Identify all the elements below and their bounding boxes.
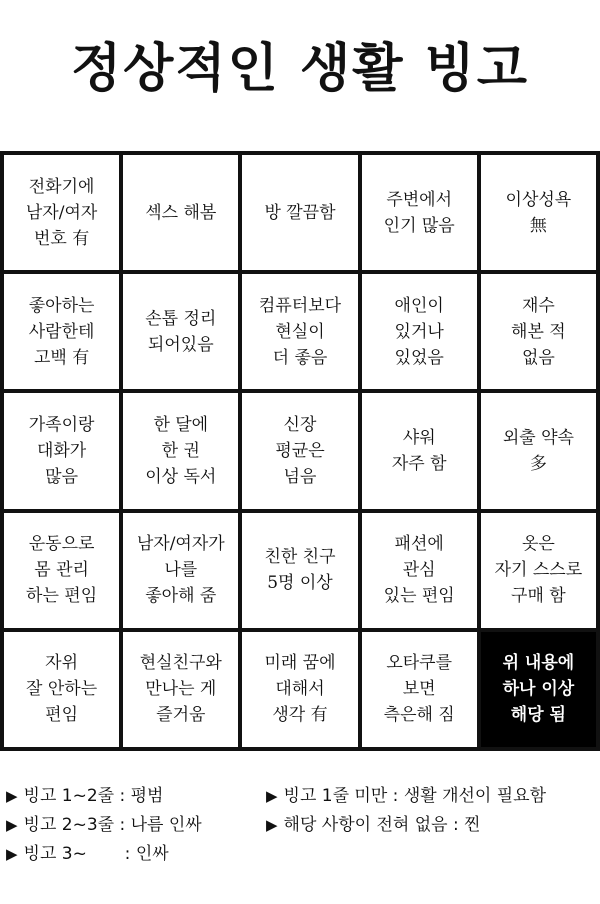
legend-column-left <box>6 782 266 869</box>
bingo-cell[interactable]: 신장 평균은 넘음 <box>242 393 357 508</box>
bingo-cell[interactable]: 손톱 정리 되어있음 <box>123 274 238 389</box>
bingo-cell[interactable]: 운동으로 몸 관리 하는 편임 <box>4 513 119 628</box>
bingo-board <box>0 151 600 751</box>
bingo-cell[interactable]: 재수 해본 적 없음 <box>481 274 596 389</box>
bingo-cell[interactable]: 외출 약속 多 <box>481 393 596 508</box>
play-arrow-icon: ▶ <box>6 845 18 863</box>
legend-column-right <box>266 782 598 840</box>
legend-item <box>266 782 598 811</box>
legend-text: 빙고 2~3줄 : 나름 인싸 <box>23 815 202 835</box>
legend-text: 빙고 3~ : 인싸 <box>23 844 169 864</box>
play-arrow-icon: ▶ <box>266 816 278 834</box>
bingo-cell[interactable]: 샤워 자주 함 <box>362 393 477 508</box>
legend-item <box>6 840 266 869</box>
legend-text: 해당 사항이 전혀 없음 : 찐 <box>283 815 481 835</box>
bingo-cell[interactable]: 한 달에 한 권 이상 독서 <box>123 393 238 508</box>
play-arrow-icon: ▶ <box>6 816 18 834</box>
bingo-cell[interactable]: 옷은 자기 스스로 구매 함 <box>481 513 596 628</box>
bingo-cell[interactable]: 친한 친구 5명 이상 <box>242 513 357 628</box>
legend-item <box>6 811 266 840</box>
legend-text: 빙고 1~2줄 : 평범 <box>23 786 164 806</box>
bingo-cell[interactable]: 전화기에 남자/여자 번호 有 <box>4 155 119 270</box>
bingo-cell[interactable]: 패션에 관심 있는 편임 <box>362 513 477 628</box>
play-arrow-icon: ▶ <box>266 787 278 805</box>
bingo-cell[interactable]: 애인이 있거나 있었음 <box>362 274 477 389</box>
bingo-cell[interactable]: 현실친구와 만나는 게 즐거움 <box>123 632 238 747</box>
bingo-cell[interactable]: 주변에서 인기 많음 <box>362 155 477 270</box>
bingo-cell[interactable]: 섹스 해봄 <box>123 155 238 270</box>
bingo-cell[interactable]: 미래 꿈에 대해서 생각 有 <box>242 632 357 747</box>
bingo-cell[interactable]: 가족이랑 대화가 많음 <box>4 393 119 508</box>
legend-item <box>6 782 266 811</box>
legend-text: 빙고 1줄 미만 : 생활 개선이 필요함 <box>283 786 546 806</box>
play-arrow-icon: ▶ <box>6 787 18 805</box>
page-title: 정상적인 생활 빙고 <box>70 39 530 99</box>
bingo-cell[interactable]: 자위 잘 안하는 편임 <box>4 632 119 747</box>
bingo-cell[interactable]: 남자/여자가 나를 좋아해 줌 <box>123 513 238 628</box>
bingo-cell[interactable]: 오타쿠를 보면 측은해 짐 <box>362 632 477 747</box>
bingo-cell[interactable]: 좋아하는 사람한테 고백 有 <box>4 274 119 389</box>
bingo-cell[interactable]: 컴퓨터보다 현실이 더 좋음 <box>242 274 357 389</box>
bingo-cell[interactable]: 이상성욕 無 <box>481 155 596 270</box>
bingo-cell-highlighted[interactable]: 위 내용에 하나 이상 해당 됨 <box>481 632 596 747</box>
bingo-cell[interactable]: 방 깔끔함 <box>242 155 357 270</box>
legend-item <box>266 811 598 840</box>
